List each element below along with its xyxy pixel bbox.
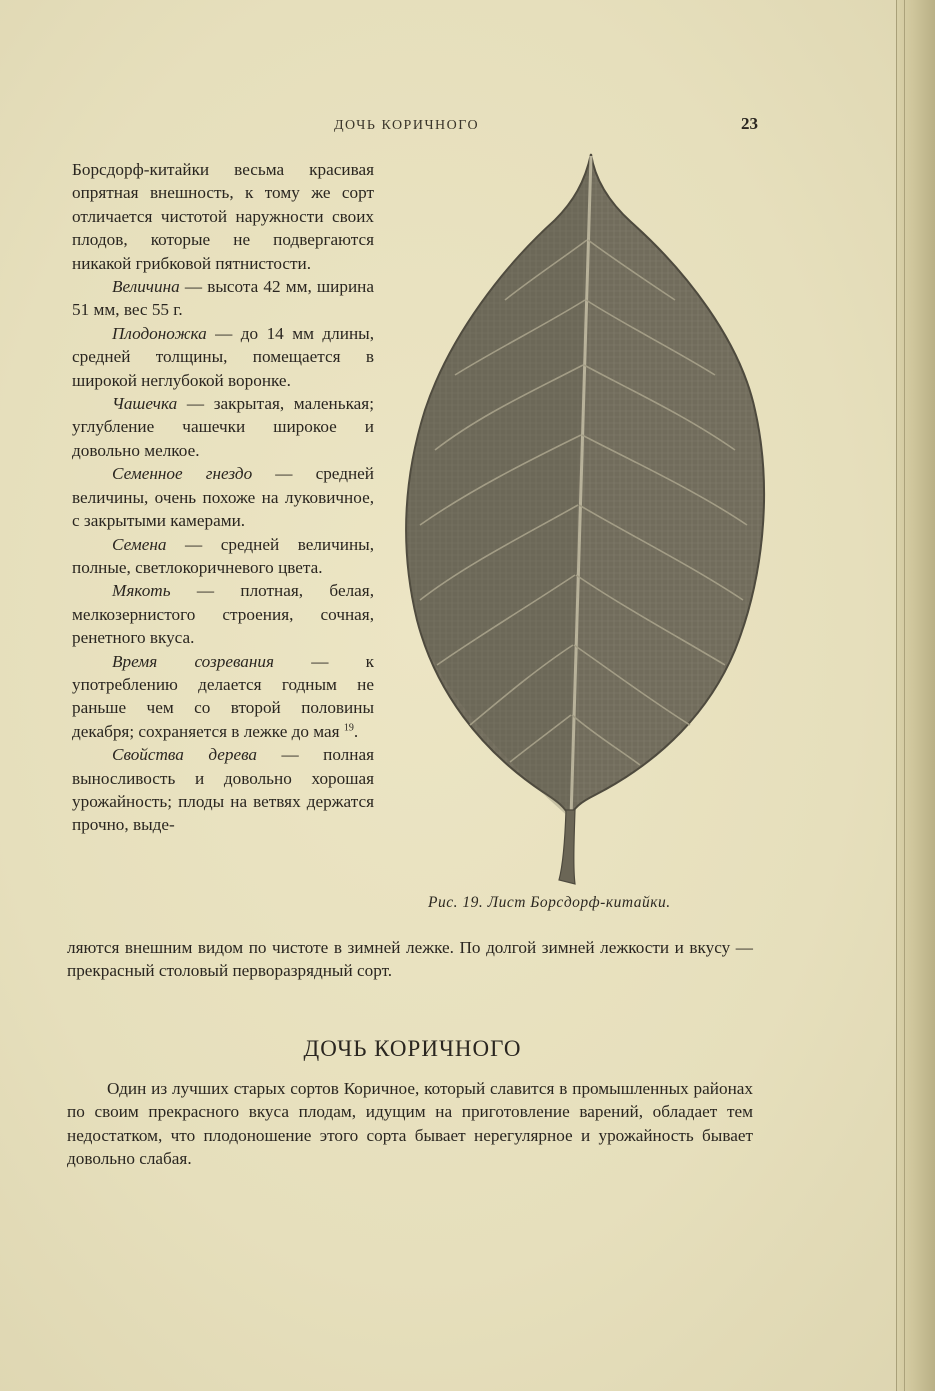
paragraph-stem <box>72 322 374 392</box>
page-edge <box>896 0 935 1391</box>
text-ripening-end: . <box>353 721 359 741</box>
term-size: Величина <box>112 277 180 297</box>
term-calyx: Чашечка <box>112 394 178 414</box>
term-tree: Свойства дерева <box>112 745 258 765</box>
text-tree: — полная выносливость и довольно хорошая урожайность; плоды на ветвях держатся прочно, выде- <box>72 745 374 835</box>
text-seed-nest: — средней величины, очень похоже на луковичное, с закрытыми камерами. <box>72 464 374 531</box>
leaf-petiole <box>559 810 575 884</box>
figure-caption: Рис. 19. Лист Борсдорф-китайки. <box>428 894 671 911</box>
term-stem: Плодоножка <box>112 323 207 343</box>
paragraph-seed-nest <box>72 462 374 532</box>
paragraph-flesh <box>72 579 374 649</box>
paragraph-ripening <box>72 650 374 744</box>
leaf-illustration <box>395 150 775 890</box>
paragraph-seeds <box>72 533 374 580</box>
footnote-ref: 19 <box>343 722 354 734</box>
term-seed-nest: Семенное гнездо <box>112 464 253 484</box>
text-flesh: — плотная, белая, мелкозернистого строения, сочная, ренетного вкуса. <box>72 581 374 648</box>
text-ripening: — к употреблению делается годным не раньше чем со второй половины декабря; сохраняется в лежке до мая <box>72 651 374 741</box>
text-stem: — до 14 мм длины, средней толщины, помещается в широкой неглубокой воронке. <box>72 323 374 390</box>
page-number: 23 <box>741 114 758 133</box>
section-title: ДОЧЬ КОРИЧНОГО <box>303 1036 522 1061</box>
leaf-figure <box>395 150 775 890</box>
section-body <box>67 1077 753 1171</box>
page-edge-line <box>904 0 905 1391</box>
text-size: — высота 42 мм, ширина 51 мм, вес 55 г. <box>72 277 374 320</box>
paragraph-intro: Борсдорф-китайки весьма красивая опрятная внешность, к тому же сорт отличается чистотой наружности своих плодов, которые не подвергаются никакой грибковой пятнистости. <box>72 160 374 273</box>
paragraph-calyx <box>72 392 374 462</box>
continuation-paragraph: ляются внешним видом по чистоте в зимней лежке. По долгой зимней лежкости и вкусу — прекрасный столовый перворазрядный сорт. <box>67 938 753 981</box>
running-title: ДОЧЬ КОРИЧНОГО <box>334 118 480 133</box>
section-paragraph: Один из лучших старых сортов Коричное, который славится в промышленных районах по своим прекрасного вкуса плодам, идущим на приготовление варений, обладает тем недостатком, что плодоношение этого сорта бывает нерегулярное и урожайность бывает довольно слабая. <box>67 1079 753 1169</box>
paragraph-size <box>72 275 374 322</box>
text-calyx: — закрытая, маленькая; углубление чашечки широкое и довольно мелкое. <box>72 394 374 460</box>
text-column <box>72 158 374 837</box>
continuation-text <box>67 936 753 983</box>
term-ripening: Время созревания <box>112 651 275 671</box>
text-seeds: — средней величины, полные, светлокоричневого цвета. <box>72 534 374 577</box>
term-flesh: Мякоть <box>112 581 171 601</box>
paragraph-tree <box>72 743 374 837</box>
term-seeds: Семена <box>112 534 167 554</box>
